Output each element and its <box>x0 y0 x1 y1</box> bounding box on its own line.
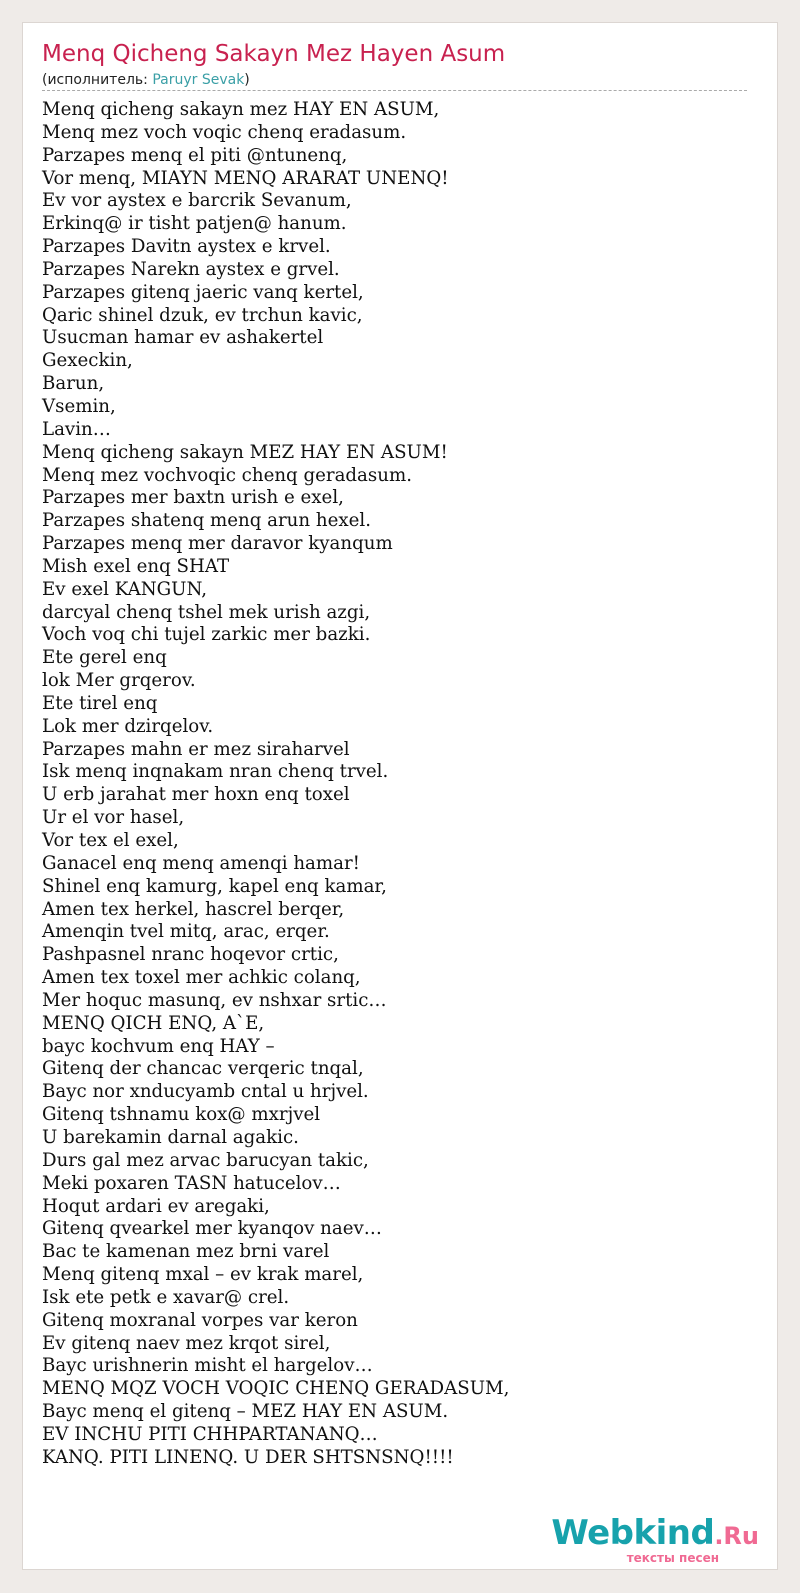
lyric-line: MENQ QICH ENQ, A`E, <box>42 1012 265 1034</box>
lyric-line: Shinel enq kamurg, kapel enq kamar, <box>42 875 387 897</box>
lyric-line: Menq qicheng sakayn MEZ HAY EN ASUM! <box>42 441 448 463</box>
logo-main: Webkind <box>551 1513 715 1553</box>
lyric-line: Gitenq moxranal vorpes var keron <box>42 1309 358 1331</box>
page-title: Menq Qicheng Sakayn Mez Hayen Asum <box>42 41 506 67</box>
lyric-line: Erkinq@ ir tisht patjen@ hanum. <box>42 213 347 235</box>
lyric-line: KANQ. PITI LINENQ. U DER SHTSNSNQ!!!! <box>42 1446 454 1468</box>
lyric-line: Parzapes mer baxtn urish e exel, <box>42 487 344 509</box>
lyric-line: Ur el vor hasel, <box>42 807 185 829</box>
lyric-line: Parzapes Narekn aystex e grvel. <box>42 258 340 280</box>
logo-tld: .Ru <box>714 1522 759 1550</box>
artist-suffix: ) <box>244 72 250 88</box>
lyric-line: Mer hoquc masunq, ev nshxar srtic… <box>42 989 387 1011</box>
lyric-line: Gitenq qvearkel mer kyanqov naev… <box>42 1218 382 1240</box>
lyric-line: Ev vor aystex e barcrik Sevanum, <box>42 190 352 212</box>
artist-line <box>42 72 250 88</box>
lyric-line: Menq mez voch voqic chenq eradasum. <box>42 121 407 143</box>
lyric-line: Meki poxaren TASN hatucelov… <box>42 1172 341 1194</box>
lyric-line: Parzapes Davitn aystex e krvel. <box>42 236 331 258</box>
lyric-line: Menq mez vochvoqic chenq geradasum. <box>42 464 412 486</box>
lyric-line: Amen tex toxel mer achkic colanq, <box>42 967 361 989</box>
lyric-line: Qaric shinel dzuk, ev trchun kavic, <box>42 304 363 326</box>
logo-tagline: тексты песен <box>626 1551 719 1565</box>
lyric-line: MENQ MQZ VOCH VOQIC CHENQ GERADASUM, <box>42 1378 510 1400</box>
lyric-line: Parzapes shatenq menq arun hexel. <box>42 510 371 532</box>
lyric-line: Bayc urishnerin misht el hargelov… <box>42 1355 373 1377</box>
lyric-line: Parzapes menq mer daravor kyanqum <box>42 533 393 555</box>
lyric-line: Parzapes gitenq jaeric vanq kertel, <box>42 281 364 303</box>
lyric-line: Ev gitenq naev mez krqot sirel, <box>42 1332 331 1354</box>
lyric-line: Gitenq tshnamu kox@ mxrjvel <box>42 1104 321 1126</box>
lyric-line: Gexeckin, <box>42 350 133 372</box>
lyric-line: Amen tex herkel, hascrel berqer, <box>42 898 345 920</box>
lyric-line: Bayc nor xnducyamb cntal u hrjvel. <box>42 1081 369 1103</box>
lyric-line: Voch voq chi tujel zarkic mer bazki. <box>42 624 371 646</box>
lyric-line: darcyal chenq tshel mek urish azgi, <box>42 601 371 623</box>
divider <box>42 90 747 91</box>
lyric-line: Parzapes mahn er mez siraharvel <box>42 738 350 760</box>
lyrics-card <box>22 22 778 1570</box>
lyric-line: Parzapes menq el piti @ntunenq, <box>42 144 348 166</box>
lyric-line: Barun, <box>42 373 105 395</box>
lyric-line: U barekamin darnal agakic. <box>42 1126 299 1148</box>
lyric-line: Vor menq, MIAYN MENQ ARARAT UNENQ! <box>42 167 449 189</box>
site-logo[interactable] <box>551 1515 759 1565</box>
lyric-line: Vsemin, <box>42 395 116 417</box>
artist-link[interactable]: Paruyr Sevak <box>152 72 245 88</box>
lyric-line: Lok mer dzirqelov. <box>42 715 214 737</box>
lyric-line: Amenqin tvel mitq, arac, erqer. <box>42 921 330 943</box>
lyric-line: lok Mer grqerov. <box>42 670 196 692</box>
lyric-line: Vor tex el exel, <box>42 830 179 851</box>
lyric-line: Ete tirel enq <box>42 692 158 714</box>
lyric-line: Bac te kamenan mez brni varel <box>42 1241 330 1263</box>
artist-prefix: (исполнитель: <box>42 72 153 88</box>
lyric-line: U erb jarahat mer hoxn enq toxel <box>42 784 350 806</box>
lyric-line: Bayc menq el gitenq – MEZ HAY EN ASUM. <box>42 1401 449 1423</box>
lyric-line: Hoqut ardari ev aregaki, <box>42 1195 270 1217</box>
lyric-line: Durs gal mez arvac barucyan takic, <box>42 1149 369 1171</box>
lyric-line: Usucman hamar ev ashakertel <box>42 327 324 349</box>
lyric-line: Lavin… <box>42 418 111 440</box>
lyric-line: Menq gitenq mxal – ev krak marel, <box>42 1264 364 1286</box>
logo-wordmark <box>551 1515 759 1551</box>
lyric-line: Gitenq der chancac verqeric tnqal, <box>42 1058 364 1080</box>
lyric-line: Isk menq inqnakam nran chenq trvel. <box>42 761 389 783</box>
lyric-line: Ev exel KANGUN, <box>42 578 208 600</box>
lyric-line: Pashpasnel nranc hoqevor crtic, <box>42 944 339 966</box>
lyric-line: bayc kochvum enq HAY – <box>42 1035 275 1057</box>
lyric-line: Mish exel enq SHAT <box>42 555 230 577</box>
lyric-line: Ganacel enq menq amenqi hamar! <box>42 852 360 874</box>
lyric-line: Ete gerel enq <box>42 647 167 669</box>
lyrics-text <box>42 99 509 1470</box>
lyric-line: Menq qicheng sakayn mez HAY EN ASUM, <box>42 99 440 120</box>
lyric-line: Isk ete petk e xavar@ crel. <box>42 1286 290 1308</box>
lyric-line: EV INCHU PITI CHHPARTANANQ… <box>42 1423 378 1445</box>
